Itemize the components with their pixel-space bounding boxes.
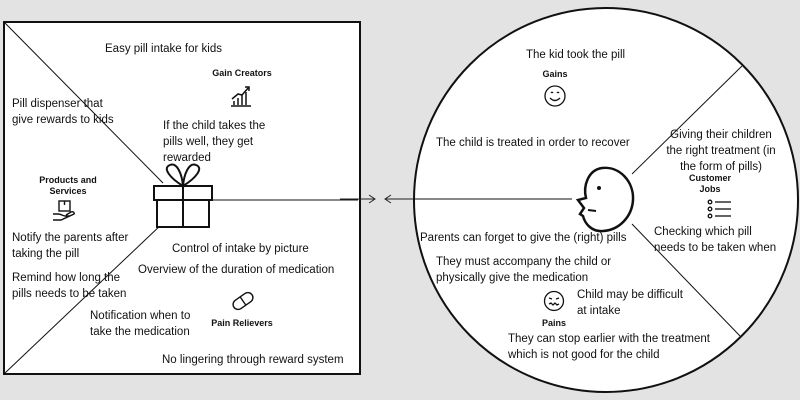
pain-reliever-item: Notification when to take the medication — [90, 310, 191, 338]
chart-growth-icon — [230, 84, 252, 108]
customer-jobs-header: Customer Jobs — [688, 173, 731, 194]
pain-item: Parents can forget to give the (right) pills — [420, 232, 627, 244]
pain-reliever-item: No lingering through reward system — [162, 354, 344, 366]
gain-item: The child is treated in order to recover — [436, 137, 630, 149]
pain-reliever-item: Overview of the duration of medication — [138, 264, 335, 276]
checklist-icon — [707, 198, 733, 220]
gain-creator-item: Easy pill intake for kids — [105, 43, 222, 55]
gains-header: Gains — [542, 69, 568, 79]
gain-creators-header: Gain Creators — [212, 68, 272, 78]
product-service-item: Pill dispenser that give rewards to kids — [12, 98, 114, 126]
product-service-item: Remind how long the pills needs to be taken — [12, 272, 127, 300]
pains-header: Pains — [541, 318, 566, 328]
smiley-face-icon — [543, 84, 567, 108]
pain-item: Child may be difficult at intake — [577, 289, 683, 317]
pill-capsule-icon — [230, 290, 256, 312]
pain-reliever-item: Control of intake by picture — [172, 243, 309, 255]
pain-item: They can stop earlier with the treatment which is not good for the child — [508, 333, 710, 361]
pain-item: They must accompany the child or physically give the medication — [436, 256, 612, 284]
worried-face-icon — [543, 290, 565, 312]
product-service-item: Notify the parents after taking the pill — [12, 232, 129, 260]
pain-relievers-header: Pain Relievers — [211, 318, 273, 328]
box-in-hand-icon — [52, 200, 76, 222]
gain-item: The kid took the pill — [526, 49, 626, 61]
gain-creator-item: If the child takes the pills well, they get rewarded — [163, 120, 266, 164]
products-and-services-header: Products and Services — [39, 175, 97, 196]
customer-job-item: Checking which pill needs to be taken when — [654, 226, 777, 254]
customer-job-item: Giving their children the right treatment (in the form of pills) — [666, 129, 776, 173]
